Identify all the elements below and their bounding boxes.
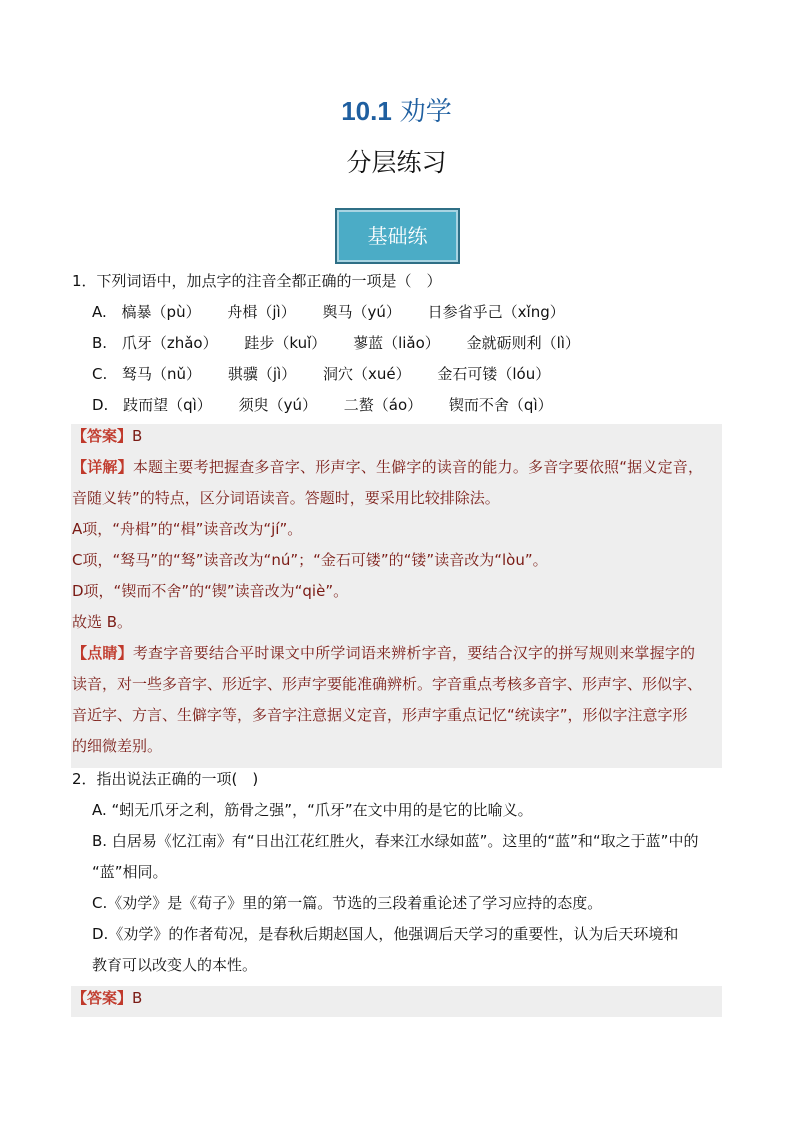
section-heading-basic: 基础练 [335,208,460,264]
option-item: 驽马（nǔ） [122,365,202,383]
question-2-option-d-line-1: D.《劝学》的作者荀况，是春秋后期赵国人，他强调后天学习的重要性，认为后天环境和 [92,925,679,943]
question-1-detail-line-1 [72,452,703,483]
question-1-detail-line-3: A项，“舟楫”的“楫”读音改为“jí”。 [72,520,303,538]
point-tag: 【点睛】 [72,644,133,662]
question-1-option-b [92,328,602,359]
option-label: C. [92,365,108,383]
option-item: 跂而望（qì） [123,396,212,414]
question-1-detail-line-6: 故选 B。 [72,613,133,631]
question-1-stem: 1．下列词语中，加点字的注音全都正确的一项是（ ） [72,272,442,290]
question-1-answer [72,421,142,452]
option-item: 跬步（kuǐ） [244,334,327,352]
question-1-detail-line-5: D项，“锲而不舍”的“锲”读音改为“qiè”。 [72,582,349,600]
option-item: 须臾（yú） [238,396,317,414]
option-item: 二螯（áo） [343,396,423,414]
option-item: 金石可镂（lóu） [437,365,551,383]
lesson-number: 10.1 [341,96,392,126]
option-label: A. [92,303,107,321]
detail-tag: 【详解】 [72,458,133,476]
answer-value: B [132,989,143,1007]
question-1-point-line-3: 音近字、方言、生僻字等，多音字注意据义定音，形声字重点记忆“统读字”，形似字注意字形 [72,706,688,724]
option-item: 舆马（yú） [322,303,401,321]
option-item: 槁暴（pù） [121,303,201,321]
question-2-option-c: C.《劝学》是《荀子》里的第一篇。节选的三段着重论述了学习应持的态度。 [92,894,603,912]
option-item: 金就砺则利（lì） [466,334,580,352]
question-1-point-line-2: 读音，对一些多音字、形近字、形声字要能准确辨析。字音重点考核多音字、形声字、形似字、 [72,675,703,693]
question-2-stem: 2．指出说法正确的一项( ) [72,770,259,788]
question-1-detail-line-4: C项，“驽马”的“驽”读音改为“nú”；“金石可镂”的“镂”读音改为“lòu”。 [72,551,548,569]
point-text: 考查字音要结合平时课文中所学词语来辨析字音，要结合汉字的拼写规则来掌握字的 [132,644,696,662]
option-item: 骐骥（jì） [227,365,297,383]
question-2-option-d-line-2: 教育可以改变人的本性。 [92,956,258,974]
option-item: 日参省乎己（xǐng） [427,303,565,321]
question-2-answer [72,983,142,1014]
option-item: 舟楫（jì） [227,303,296,321]
option-item: 锲而不舍（qì） [448,396,553,414]
lesson-name: 劝学 [399,97,452,127]
question-2-option-b-line-1: B. 白居易《忆江南》有“日出江花红胜火，春来江水绿如蓝”。这里的“蓝”和“取之于蓝”中的 [92,832,699,850]
option-item: 爪牙（zhǎo） [121,334,218,352]
question-2-option-b-line-2: “蓝”相同。 [92,863,168,881]
answer-tag: 【答案】 [72,989,133,1007]
lesson-title [0,94,793,129]
question-1-point-line-1 [72,638,695,669]
option-item: 蓼蓝（liǎo） [353,334,440,352]
question-1-option-a [92,297,587,328]
question-2-answer-panel [71,986,722,1017]
question-1-detail-line-2: 音随义转”的特点，区分词语读音。答题时，要采用比较排除法。 [72,489,500,507]
detail-text: 本题主要考把握查多音字、形声字、生僻字的读音的能力。多音字要依照“据义定音， [132,458,704,476]
answer-value: B [132,427,143,445]
answer-tag: 【答案】 [72,427,133,445]
question-2-option-a: A. “蚓无爪牙之利，筋骨之强”，“爪牙”在文中用的是它的比喻义。 [92,801,533,819]
option-item: 洞穴（xué） [322,365,411,383]
option-label: D. [92,396,109,414]
question-1-option-d [92,390,575,421]
question-1-option-c [92,359,572,390]
option-label: B. [92,334,108,352]
question-1-point-line-4: 的细微差别。 [72,737,163,755]
page-subtitle: 分层练习 [346,148,447,177]
